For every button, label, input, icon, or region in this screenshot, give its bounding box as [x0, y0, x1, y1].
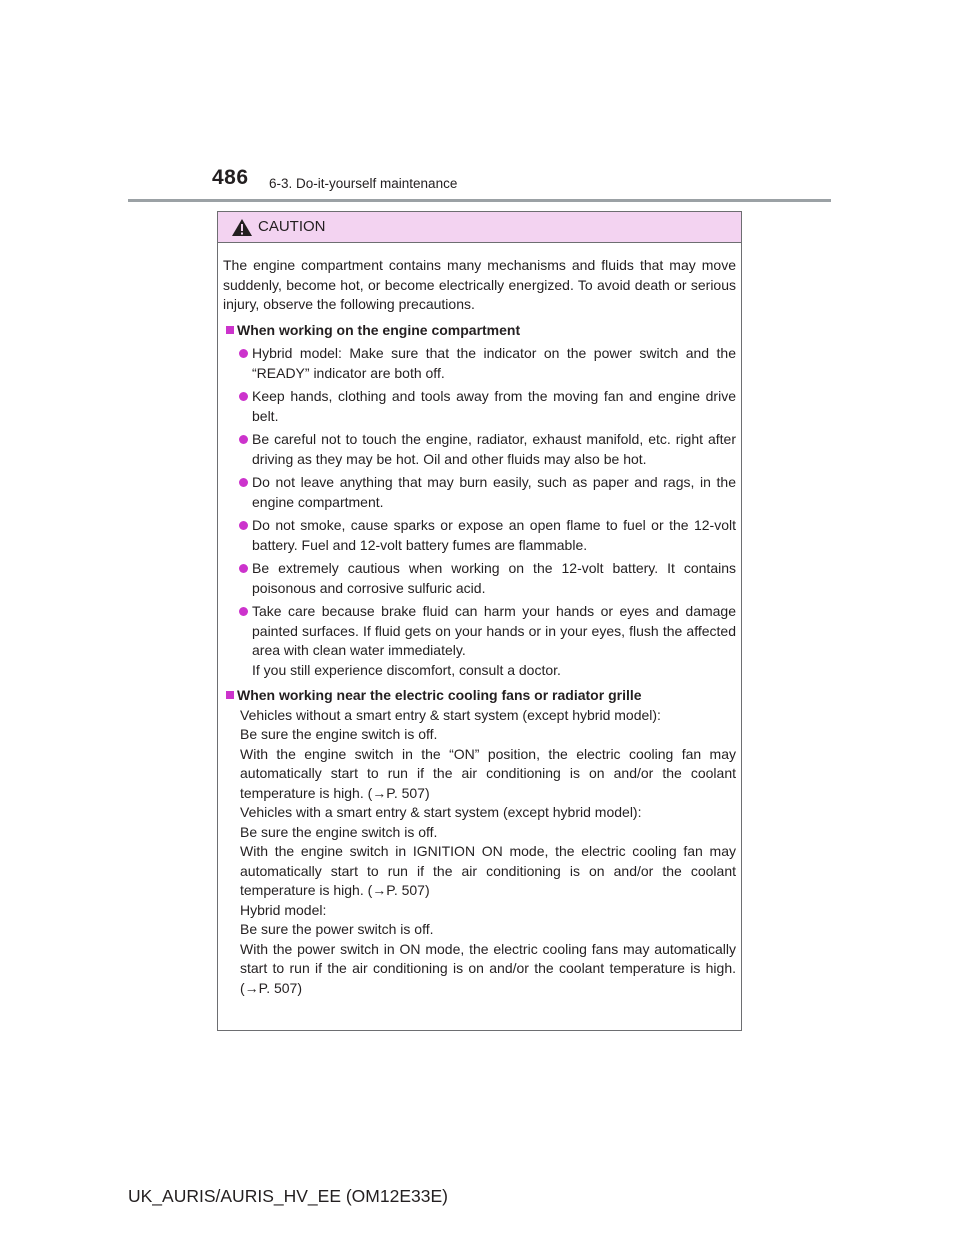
block1-line1: Be sure the engine switch is off. — [240, 726, 438, 742]
round-bullet-icon — [239, 435, 248, 444]
block3-label: Hybrid model: — [240, 901, 327, 918]
block2-label: Vehicles with a smart entry & start system (except hybrid model): — [240, 804, 642, 820]
footer-doc-code: UK_AURIS/AURIS_HV_EE (OM12E33E) — [128, 1186, 448, 1206]
caution-box — [217, 211, 742, 1031]
round-bullet-icon — [239, 607, 248, 616]
round-bullet-icon — [239, 521, 248, 530]
block3-line2: With the power switch in ON mode, the electric cooling fans may automatically start to run if the air conditioning is on and/or the coolant temperature is high. (→P. 507) — [240, 940, 736, 996]
block3-line1: Be sure the power switch is off. — [240, 921, 434, 937]
block1-label: Vehicles without a smart entry & start system (except hybrid model): — [240, 706, 661, 723]
list-item: Hybrid model: Make sure that the indicator on the power switch and the “READY” indicator are both off. — [235, 344, 736, 383]
header-rule — [128, 199, 831, 202]
block2-line1: Be sure the engine switch is off. — [240, 823, 438, 840]
list-item: Be extremely cautious when working on the 12-volt battery. It contains poisonous and corrosive sulfuric acid. — [235, 559, 736, 598]
cooling-fan-notes — [240, 706, 736, 999]
list-item: Be careful not to touch the engine, radiator, exhaust manifold, etc. right after driving as they may be hot. Oil and other fluids may also be hot. — [235, 430, 736, 469]
caution-body — [218, 243, 741, 998]
round-bullet-icon — [239, 478, 248, 487]
list-item: Take care because brake fluid can harm your hands or eyes and damage painted surfaces. If fluid gets on your hands or in your eyes, flush the affected area with clean water immediately. If you still experience discomfort, consult a doctor. — [235, 602, 736, 680]
block1-line2: With the engine switch in the “ON” position, the electric cooling fan may automatically start to run if the air conditioning is on and/or the coolant temperature is high. (→P. 507) — [240, 745, 736, 801]
section-heading-engine-compartment: When working on the engine compartment — [223, 321, 736, 341]
block2-line2: With the engine switch in IGNITION ON mode, the electric cooling fan may automatically start to run if the air conditioning is on and/or the coolant temperature is high. (→P. 507) — [240, 843, 736, 898]
caution-intro: The engine compartment contains many mechanisms and fluids that may move suddenly, become hot, or become electrically energized. To avoid death or serious injury, observe the following precautions. — [223, 257, 736, 312]
page-number: 486 — [212, 166, 249, 189]
round-bullet-icon — [239, 392, 248, 401]
list-item: Do not smoke, cause sparks or expose an open flame to fuel or the 12-volt battery. Fuel and 12-volt battery fumes are flammable. — [235, 516, 736, 555]
round-bullet-icon — [239, 349, 248, 358]
section-title: 6-3. Do-it-yourself maintenance — [269, 176, 458, 191]
warning-icon — [231, 218, 253, 237]
caution-title: CAUTION — [258, 218, 326, 235]
section-heading-cooling-fans: When working near the electric cooling fans or radiator grille — [223, 686, 736, 706]
caution-header — [218, 212, 741, 243]
square-bullet-icon — [226, 326, 234, 334]
engine-compartment-list — [235, 344, 736, 680]
list-item: Do not leave anything that may burn easily, such as paper and rags, in the engine compartment. — [235, 473, 736, 512]
square-bullet-icon — [226, 691, 234, 699]
round-bullet-icon — [239, 564, 248, 573]
list-item: Keep hands, clothing and tools away from the moving fan and engine drive belt. — [235, 387, 736, 426]
